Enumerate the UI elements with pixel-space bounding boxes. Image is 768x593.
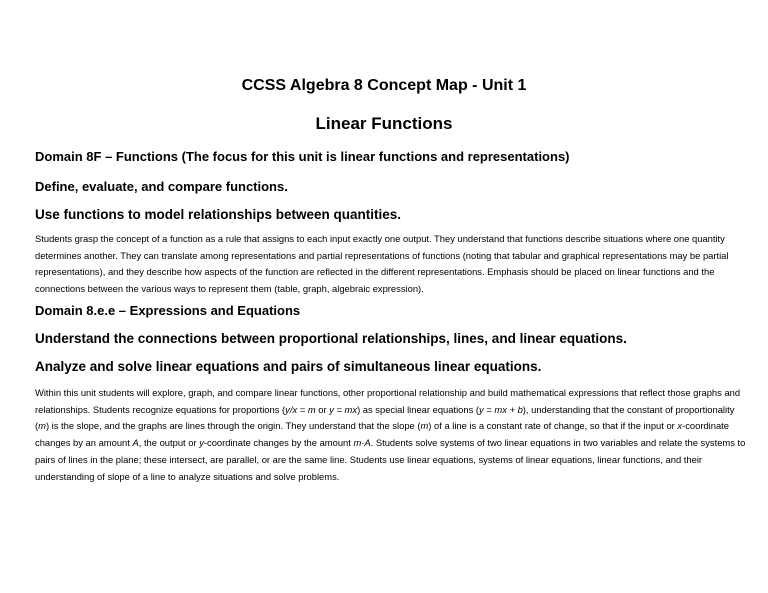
math-term: m [38, 420, 46, 432]
math-term: m·A [353, 437, 371, 449]
domain-8ee-heading: Domain 8.e.e – Expressions and Equations [35, 303, 301, 318]
document-title: CCSS Algebra 8 Concept Map - Unit 1 [241, 77, 527, 94]
document-subtitle: Linear Functions [315, 114, 453, 133]
standard-proportional-connections: Understand the connections between proportional relationships, lines, and linear equations. [35, 331, 627, 346]
math-term: x [677, 420, 683, 432]
standard-define-evaluate: Define, evaluate, and compare functions. [35, 179, 288, 194]
math-term: y [199, 437, 204, 449]
math-term: m [420, 420, 429, 432]
standard-model-relationships: Use functions to model relationships between quantities. [35, 207, 402, 222]
math-term: A [132, 437, 139, 449]
math-term: y/x = m [285, 403, 316, 415]
math-term: y = mx [329, 403, 358, 415]
domain-8f-heading: Domain 8F – Functions (The focus for this unit is linear functions and representations) [35, 149, 570, 164]
domain-8ee-paragraph: Within this unit students will explore, graph, and compare linear functions, other proportional relationship and build mathematical expressions that reflect those graphs and relationships. Students recognize equations for proportions (y/x = m or y = mx) as special linear equations (y = mx + b), understanding that the constant of proportionality (m) is the slope, and the graphs are lines through the origin. They understand that the slope (m) of a line is a constant rate of change, so that if the input or x-coordinate changes by an amount A, the output or y-coordinate changes by the amount m·A. Students solve systems of two linear equations in two variables and relate the systems to pairs of lines in the plane; these intersect, are parallel, or are the same line. Students use linear equations, systems of linear equations, linear functions, and their understanding of slope of a line to analyze situations and solve problems. [35, 387, 746, 482]
domain-8f-paragraph: Students grasp the concept of a function as a rule that assigns to each input exactly one output. They understand that functions describe situations where one quantity determines another. They can translate among representations and partial representations of functions (noting that tabular and graphical representations may be partial representations), and they describe how aspects of the function are reflected in the different representations. Emphasis should be placed on linear functions and the connections between the various ways to represent them (table, graph, algebraic expression). [35, 233, 729, 295]
math-term: y = mx + b [479, 403, 523, 415]
standard-solve-linear-equations: Analyze and solve linear equations and pairs of simultaneous linear equations. [35, 359, 542, 374]
